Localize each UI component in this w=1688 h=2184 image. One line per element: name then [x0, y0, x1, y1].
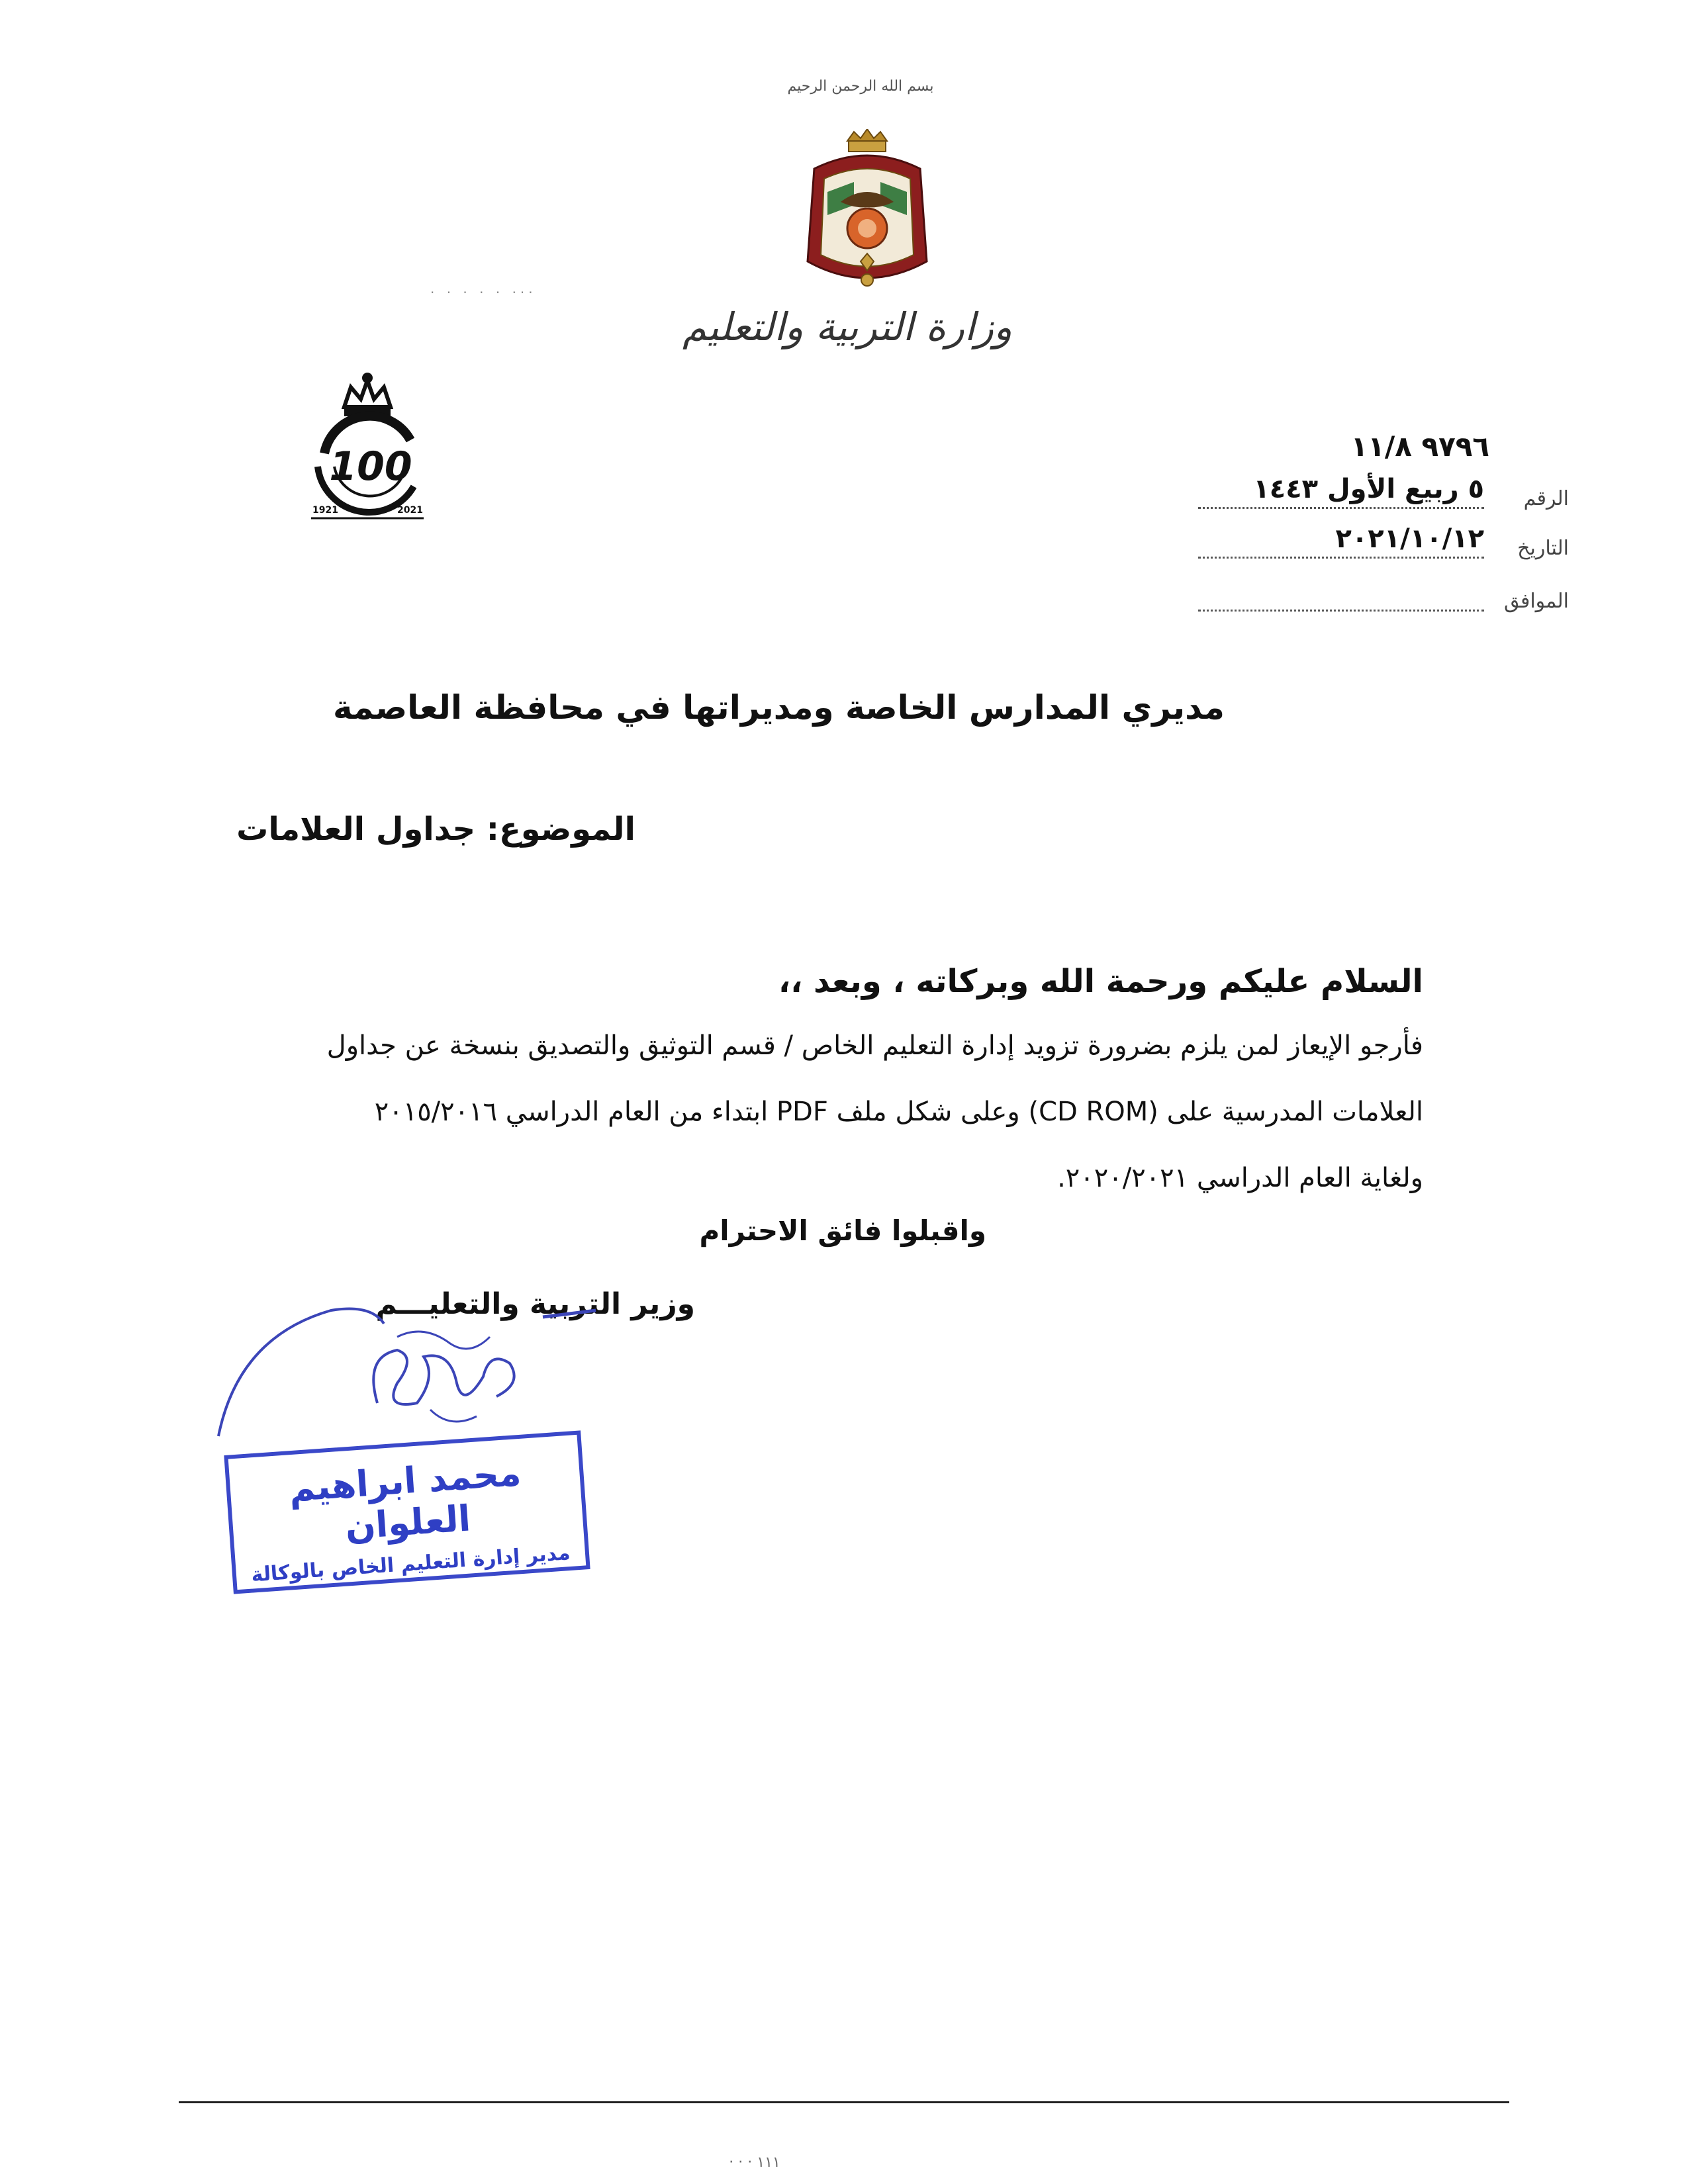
centenary-number: 100: [329, 443, 412, 490]
reference-number: ٩٧٩٦ ١١/٨: [1350, 430, 1489, 463]
body-line: فأرجو الإيعاز لمن يلزم بضرورة تزويد إدارة التعليم الخاص / قسم التوثيق والتصديق بنسخة عن جداول: [326, 1030, 1423, 1061]
faint-mark: · · · · · ···: [430, 285, 537, 300]
date-row: [1198, 523, 1569, 563]
signer-title: وزير التربية والتعليـــم: [375, 1287, 695, 1321]
corresponding-label: الموافق: [1503, 590, 1569, 613]
footer-text: · · · ١١١: [729, 2154, 780, 2171]
centenary-logo: [298, 367, 437, 526]
subject-line: الموضوع: جداول العلامات: [236, 811, 635, 848]
closing: واقبلوا فائق الاحترام: [699, 1214, 986, 1247]
footer-divider: [179, 2101, 1509, 2103]
ministry-name: وزارة التربية والتعليم: [682, 304, 1012, 349]
basmala: بسم الله الرحمن الرحيم: [787, 78, 934, 95]
greeting: السلام عليكم ورحمة الله وبركاته ، وبعد ،،: [778, 963, 1423, 1000]
corresponding-row: [1198, 576, 1569, 615]
centenary-year-start: 1921: [312, 505, 338, 516]
date-value: ٢٠٢١/١٠/١٢: [1198, 521, 1484, 559]
corresponding-value: [1198, 574, 1484, 612]
recipient: مديري المدارس الخاصة ومديراتها في محافظة العاصمة: [333, 688, 1225, 727]
body-paragraph: [232, 1013, 1423, 1211]
date-label: التاريخ: [1517, 537, 1569, 560]
stamp-name: محمد ابراهيم العلوان: [287, 1451, 523, 1548]
body-line: العلامات المدرسية على (CD ROM) وعلى شكل ملف PDF ابتداء من العام الدراسي ٢٠١٥/٢٠١٦: [374, 1097, 1423, 1127]
body-line: ولغاية العام الدراسي ٢٠٢٠/٢٠٢١.: [1057, 1163, 1423, 1193]
number-label: الرقم: [1523, 487, 1569, 510]
reference-number-row: [1198, 473, 1569, 513]
official-stamp: [224, 1430, 590, 1594]
centenary-year-end: 2021: [397, 505, 423, 516]
hijri-date: ٥ ربيع الأول ١٤٤٣: [1198, 471, 1484, 509]
stamp-title: مدير إدارة التعليم الخاص بالوكالة: [250, 1541, 571, 1587]
coat-of-arms-emblem: [794, 129, 940, 301]
